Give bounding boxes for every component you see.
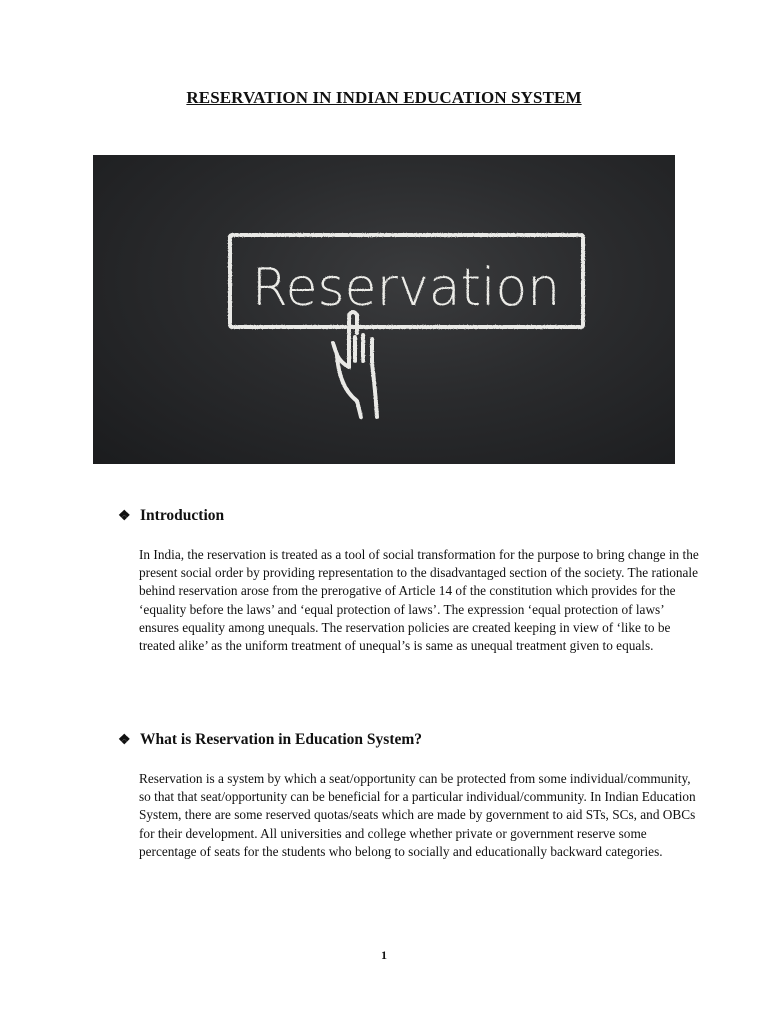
section-heading-text: Introduction	[140, 507, 225, 524]
what-is-reservation-paragraph: Reservation is a system by which a seat/opportunity can be protected from some individual/community, so that that seat/opportunity can be beneficial for a particular individual/community. In Indian Education System, there are some reserved quotas/seats which are made by government to aid STs, SCs, and OBCs for their development. All universities and college whether private or government reserve some percentage of seats for the students who belong to socially and educationally backward categories.	[139, 771, 696, 859]
introduction-paragraph: In India, the reservation is treated as a tool of social transformation for the purpose to bring change in the present social order by providing representation to the disadvantaged section of the society. The rationale behind reservation arose from the prerogative of Article 14 of the constitution which provides for the ‘equality before the laws’ and ‘equal protection of laws’. The expression ‘equal protection of laws’ ensures equality among unequals. The reservation policies are created keeping in view of ‘like to be treated alike’ as the uniform treatment of unequal’s is same as unequal treatment given to equals.	[139, 547, 699, 654]
diamond-bullet-icon: ❖	[118, 732, 131, 748]
section-heading-text: What is Reservation in Education System?	[140, 731, 423, 748]
chalkboard-drawing	[93, 155, 675, 464]
diamond-bullet-icon: ❖	[118, 508, 131, 524]
section-heading-introduction	[118, 507, 224, 525]
page-number: 1	[381, 948, 387, 962]
reservation-chalkboard-image	[93, 155, 675, 464]
chalk-board-text: Reservation	[251, 258, 561, 318]
section-heading-what-is-reservation	[118, 731, 422, 749]
document-title: RESERVATION IN INDIAN EDUCATION SYSTEM	[186, 88, 582, 107]
